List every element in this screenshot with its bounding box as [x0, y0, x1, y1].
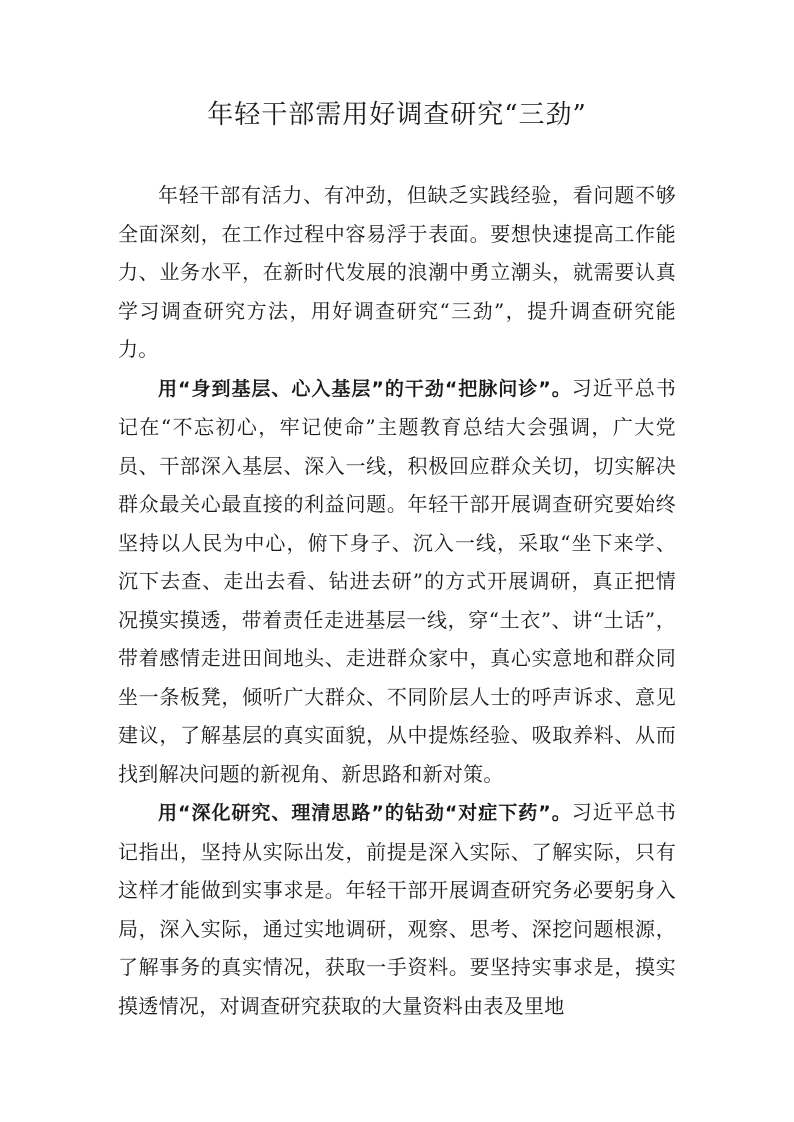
section-2-heading: 用“深化研究、理清思路”的钻劲“对症下药”。	[158, 802, 572, 824]
paragraph-section-1	[118, 369, 676, 794]
paragraph-text: 习近平总书记在“不忘初心，牢记使命”主题教育总结大会强调，广大党员、干部深入基层、深入一线，积极回应群众关切，切实解决群众最关心最直接的利益问题。年轻干部开展调查研究要始终坚持以人民为中心，俯下身子、沉入一线，采取“坐下来学、沉下去查、走出去看、钻进去研”的方式开展调研，真正把情况摸实摸透，带着责任走进基层一线，穿“土衣”、讲“土话”，带着感情走进田间地头、走进群众家中，真心实意地和群众同坐一条板凳，倾听广大群众、不同阶层人士的呼声诉求、意见建议，了解基层的真实面貌，从中提炼经验、吸取养料、从而找到解决问题的新视角、新思路和新对策。	[118, 375, 676, 786]
paragraph-section-2	[118, 793, 676, 1025]
document-body	[118, 176, 676, 1025]
paragraph-intro	[118, 176, 676, 369]
paragraph-text: 年轻干部有活力、有冲劲，但缺乏实践经验，看问题不够全面深刻，在工作过程中容易浮于表面。要想快速提高工作能力、业务水平，在新时代发展的浪潮中勇立潮头，就需要认真学习调查研究方法，用好调查研究“三劲”，提升调查研究能力。	[118, 183, 676, 361]
paragraph-text: 习近平总书记指出，坚持从实际出发，前提是深入实际、了解实际，只有这样才能做到实事求是。年轻干部开展调查研究务必要躬身入局，深入实际，通过实地调研，观察、思考、深挖问题根源，了解事务的真实情况，获取一手资料。要坚持实事求是，摸实摸透情况，对调查研究获取的大量资料由表及里地	[118, 800, 676, 1018]
section-1-heading: 用“身到基层、心入基层”的干劲“把脉问诊”。	[158, 377, 572, 400]
document-title: 年轻干部需用好调查研究“三劲”	[207, 100, 587, 130]
